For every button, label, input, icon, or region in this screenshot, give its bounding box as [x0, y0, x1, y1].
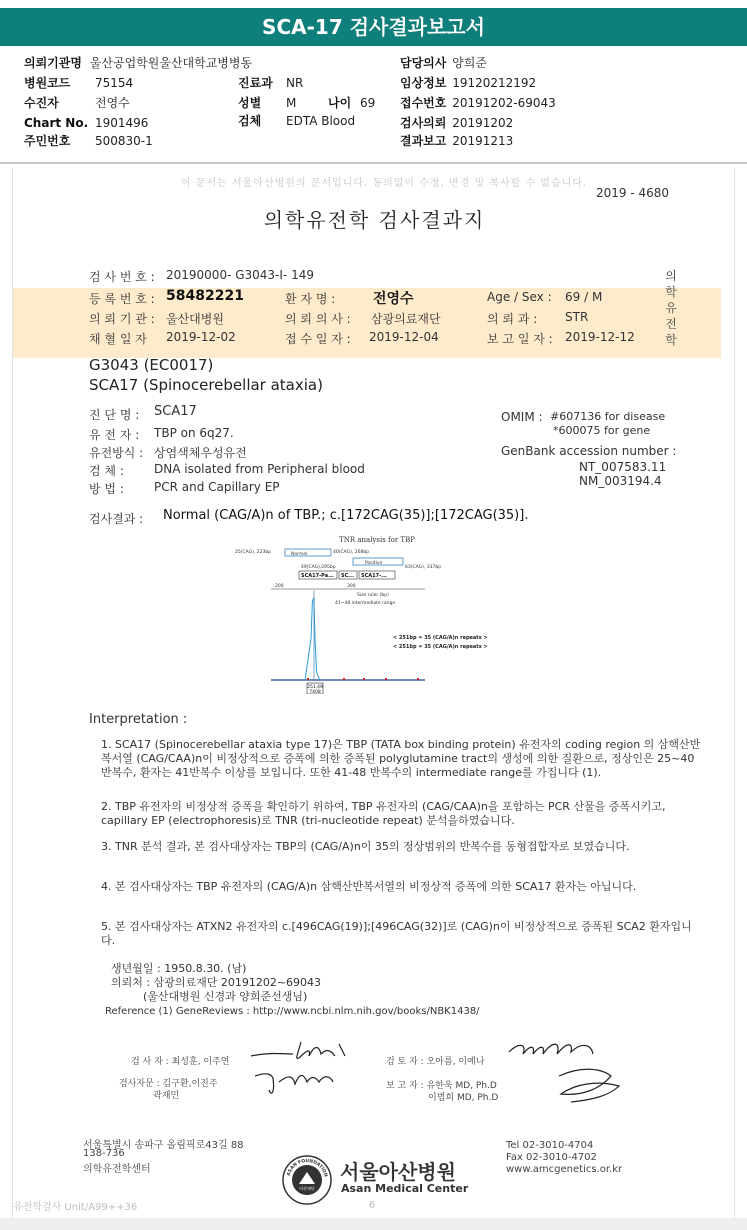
receipt-date-label: 접 수 일 자 :: [285, 332, 351, 346]
intermediate-range-label: 41~48 intermediate range: [335, 601, 396, 606]
repeat-note-2: < 251bp = 35 (CAG/A)n repeats >: [393, 644, 488, 650]
page-number: 6: [369, 1200, 376, 1211]
institution-value: 울산공업학원울산대학교병병동: [89, 56, 253, 70]
request-date-label: 검사의뢰: [400, 116, 447, 130]
genbank-2: NM_003194.4: [579, 474, 662, 488]
age-sex-label: Age / Sex :: [487, 290, 552, 304]
receipt-date-value: 2019-12-04: [369, 330, 439, 344]
scanned-report: [12, 168, 735, 1218]
examiner-signature: [249, 1034, 369, 1100]
requesting-dr-label: 의 뢰 의 사 :: [285, 312, 351, 326]
method-label: 방 법 :: [89, 482, 124, 496]
report-title-bar: [0, 8, 747, 46]
interpretation-item-5: 5. 본 검사대상자는 ATXN2 유전자의 c.[496CAG(19)];[496CAG(32)]로 (CAG)n이 비정상적으로 증폭된 SCA2 환자입니다.: [101, 920, 692, 947]
inheritance-value: 상염색체우성유전: [154, 446, 247, 460]
tick-300: 300: [347, 584, 356, 589]
advisor: 검사자문 : 김구환,이진주: [119, 1079, 218, 1089]
genbank-1: NT_007583.11: [579, 460, 667, 474]
examiner: 검 사 자 : 최성훈, 이주연: [131, 1057, 230, 1067]
sca17-pa-label: SCA17-Pa...: [301, 573, 334, 579]
birth-date: 생년월일 : 1950.8.30. (남): [111, 962, 247, 975]
reviewer-signature: [501, 1030, 641, 1110]
collection-date-value: 2019-12-02: [166, 330, 236, 344]
normal-label: Normal: [291, 552, 308, 557]
address-2: 138-736: [83, 1148, 125, 1159]
sca17-label: SCA17-...: [361, 573, 387, 579]
hospital-code-value: 75154: [95, 76, 134, 90]
age-value: 69: [360, 96, 376, 110]
website: www.amcgenetics.or.kr: [506, 1164, 623, 1175]
annotation-25cag: 25(CAG), 223bp: [235, 550, 272, 555]
test-code: G3043 (EC0017): [89, 356, 214, 374]
inheritance-label: 유전방식 :: [89, 446, 144, 460]
specimen-value: EDTA Blood: [286, 114, 356, 128]
peak-trace: [305, 598, 320, 680]
annotation-49cag: 49(CAG),295bp: [301, 565, 336, 570]
marker-4: [385, 678, 387, 680]
department-label: 진료과: [238, 76, 273, 90]
exam-no-label: 검 사 번 호 :: [89, 270, 155, 284]
specimen-doc-label: 검 체 :: [89, 464, 124, 478]
result-label: 검사결과 :: [89, 512, 144, 526]
marker-1: [307, 678, 309, 680]
department-value: NR: [286, 76, 304, 90]
reporter-2: 이범희 MD, Ph.D: [428, 1093, 499, 1103]
resident-no-label: 주민번호: [24, 134, 71, 148]
requester-detail: (울산대병원 신경과 양희준선생님): [143, 990, 308, 1003]
age-sex-value: 69 / M: [565, 290, 603, 304]
institution-label: 의뢰기관명: [24, 56, 82, 70]
specimen-doc-value: DNA isolated from Peripheral blood: [154, 462, 365, 476]
document-number: 2019 - 4680: [596, 186, 670, 200]
requesting-dept-value: STR: [565, 310, 589, 324]
report-title: SCA-17 검사결과보고서: [262, 15, 485, 39]
receipt-no-label: 접수번호: [400, 96, 447, 110]
interpretation-item-4: 4. 본 검사대상자는 TBP 유전자의 (CAG/A)n 삼핵산반복서열의 비정상적 증폭에 의한 SCA17 환자는 아닙니다.: [101, 880, 637, 893]
specimen-label: 검체: [238, 114, 262, 128]
interpretation-heading: Interpretation :: [89, 712, 188, 727]
peak-series: [305, 590, 320, 680]
omim-label: OMIM :: [501, 410, 543, 424]
diagnosis-value: SCA17: [154, 404, 197, 419]
genbank-label: GenBank accession number :: [501, 444, 677, 458]
omim-disease: #607136 for disease: [550, 410, 666, 423]
interpretation-item-3: 3. TNR 분석 결과, 본 검사대상자는 TBP의 (CAG/A)n이 35의 정상범위의 반복수를 동형접합자로 보였습니다.: [101, 840, 630, 853]
sc-label: SC...: [341, 573, 354, 579]
address-3: 의학유전학센터: [83, 1164, 151, 1175]
hospital-code-label: 병원코드: [24, 76, 71, 90]
doctor-label: 담당의사: [400, 56, 447, 70]
marker-3: [363, 678, 365, 680]
emblem-text: ASAN FOUNDATION: [286, 1158, 328, 1178]
report-date-label-doc: 보 고 일 자 :: [487, 332, 553, 346]
request-date-value: 20191202: [452, 116, 514, 130]
size-ruler-label: Size ruler (bp): [357, 593, 389, 598]
receipt-no-value: 20191202-69043: [452, 96, 556, 110]
report-date-value-doc: 2019-12-12: [565, 330, 635, 344]
reg-no-value: 58482221: [166, 288, 244, 304]
interpretation-item-2: 2. TBP 유전자의 비정상적 증폭을 확인하기 위하여, TBP 유전자의 (CAG/CAA)n을 포함하는 PCR 산물을 증폭시키고, capillary EP (electrophoresis)로 TNR (tri-nucleotide repeat) 분석을하였습니다.: [101, 800, 666, 827]
test-name: SCA17 (Spinocerebellar ataxia): [89, 376, 323, 394]
scan-bottom-margin: [0, 1218, 747, 1230]
report-date-value: 20191213: [452, 134, 514, 148]
institution-row: [24, 54, 252, 72]
chart-title: TNR analysis for TBP: [339, 536, 415, 544]
chart-no-value: 1901496: [95, 116, 149, 130]
tel: Tel 02-3010-4704: [506, 1140, 594, 1151]
collection-date-label: 채 혈 일 자: [89, 332, 147, 346]
address-1: 서울특별시 송파구 올림픽로43길 88: [83, 1140, 244, 1151]
method-value: PCR and Capillary EP: [154, 480, 280, 494]
reg-no-label: 등 록 번 호 :: [89, 292, 155, 306]
side-label: 의학유전학: [665, 269, 677, 347]
annotation-40cag: 40(CAG), 268bp: [333, 550, 370, 555]
advisor-2: 곽재민: [153, 1091, 180, 1101]
peak-label: 251.49: [307, 685, 323, 690]
patient-name-label: 환 자 명 :: [285, 292, 336, 306]
chart-no-label: Chart No.: [24, 116, 89, 130]
resident-no-value: 500830-1: [95, 134, 153, 148]
requesting-dept-label: 의 뢰 과 :: [487, 312, 538, 326]
marker-5: [417, 678, 419, 680]
form-code: 유전학검사 Unit/A99++36: [13, 1202, 138, 1213]
hospital-name-ko: 서울아산병원: [340, 1160, 456, 1184]
patient-info-panel: [0, 50, 747, 160]
tnr-chart: [235, 534, 520, 694]
peak-height: 7408: [309, 690, 321, 694]
sex-label: 성별: [238, 96, 262, 110]
diagnosis-label: 진 단 명 :: [89, 408, 140, 422]
exam-no-value: 20190000- G3043-I- 149: [166, 268, 314, 282]
requester: 의뢰처 : 삼광의료재단 20191202~69043: [111, 976, 322, 989]
marker-2: [343, 678, 345, 680]
repeat-note-1: < 251bp = 35 (CAG/A)n repeats >: [393, 635, 488, 641]
gene-label: 유 전 자 :: [89, 428, 140, 442]
gene-value: TBP on 6q27.: [154, 426, 234, 440]
asan-emblem: [281, 1154, 333, 1206]
clinical-info-value: 19120212192: [452, 76, 537, 90]
age-label: 나이: [328, 96, 352, 110]
watermark-text: 이 문서는 서울아산병원의 문서입니다. 동의없이 수정, 변경 및 복사할 수 없습니다.: [181, 178, 588, 189]
reporter: 보 고 자 : 유한욱 MD, Ph.D: [386, 1081, 497, 1091]
patient-name-value: 전영수: [373, 291, 414, 307]
annotation-63cag: 63(CAG), 337bp: [405, 565, 442, 570]
clinical-info-label: 임상정보: [400, 76, 447, 90]
interpretation-item-1: 1. SCA17 (Spinocerebellar ataxia type 17)은 TBP (TATA box binding protein) 유전자의 coding region 의 삼핵산반복서열 (CAG/CAA)n이 비정상적으로 증폭에 의한 증폭된 polyglutamine tract의 생성에 의한 질환으로, 정상인은 25~40반복수, 환자는 41반복수 이상를 보입니다. 또한 41-48 반복수의 intermediate range를 가집니다 (1).: [101, 738, 701, 779]
hospital-code-row: [24, 74, 70, 92]
omim-gene: *600075 for gene: [553, 424, 651, 437]
emblem-sub: 아산재단: [299, 1186, 315, 1191]
report-date-label: 결과보고: [400, 134, 447, 148]
positive-label: Positive: [365, 561, 383, 566]
hospital-name-en: Asan Medical Center: [341, 1182, 469, 1195]
reference: Reference (1) GeneReviews : http://www.ncbi.nlm.nih.gov/books/NBK1438/: [105, 1006, 480, 1017]
document-title: 의학유전학 검사결과지: [263, 208, 486, 232]
requesting-dr-value: 삼광의료재단: [371, 312, 441, 326]
doctor-value: 양희준: [452, 56, 487, 70]
tnr-chart-svg: [235, 534, 520, 694]
result-value: Normal (CAG/A)n of TBP.; c.[172CAG(35)];[172CAG(35)].: [163, 508, 529, 523]
reviewer: 검 토 자 : 오아름, 이예나: [386, 1057, 485, 1067]
header-divider: [0, 162, 747, 164]
requesting-inst-value: 울산대병원: [166, 312, 224, 326]
tick-200: 200: [275, 584, 284, 589]
requesting-inst-label: 의 뢰 기 관 :: [89, 312, 155, 326]
patient-value: 전영수: [95, 96, 130, 110]
patient-label: 수진자: [24, 96, 59, 110]
sex-value: M: [286, 96, 297, 110]
fax: Fax 02-3010-4702: [506, 1152, 597, 1163]
